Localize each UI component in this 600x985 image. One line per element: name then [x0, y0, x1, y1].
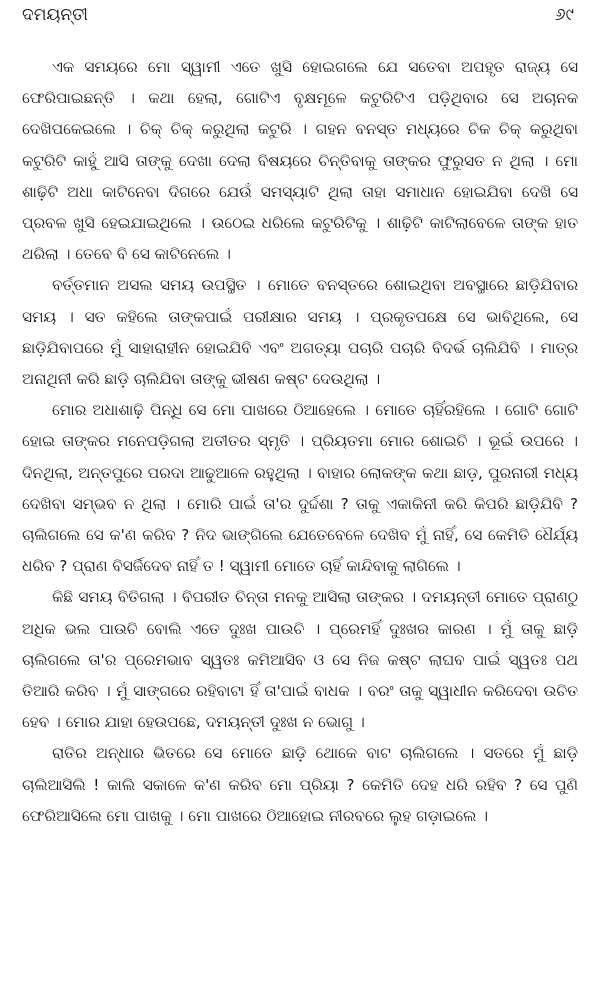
- page-number: ୬୯: [554, 5, 574, 25]
- paragraph: କିଛି ସମୟ ବିତିଗଲା । ବିପରୀତ ଚିନ୍ତା ମନକୁ ଆସିଲା ତାଙ୍କର । ଦମୟନ୍ତୀ ମୋତେ ପ୍ରାଣଠୁ ଅଧିକ ଭଲ ପାଉଚି ବୋଲି ଏତେ ଦୁଃଖ ପାଉଚି । ପ୍ରେମହିଁ ଦୁଃଖର କାରଣ । ମୁଁ ତାକୁ ଛାଡ଼ି ଚାଲିଗଲେ ତା'ର ପ୍ରେମଭାବ ସ୍ୱତଃ କମିଆସିବ ଓ ସେ ନିଜ କଷ୍ଟ ଲାଘବ ପାଇଁ ସ୍ୱତଃ ପଥ ତିଆରି କରିବ । ମୁଁ ସାଙ୍ଗରେ ରହିବାଟା ହିଁ ତା'ପାଇଁ ବାଧକ । ବରଂ ତାକୁ ସ୍ୱାଧୀନ କରିଦେବା ଉଚିତ ହେବ । ମୋର ଯାହା ହେଉପଛେ, ଦମୟନ୍ତୀ ଦୁଃଖ ନ ଭୋଗୁ ।: [22, 588, 578, 732]
- paragraph: ମୋର ଅଧାଶାଢ଼ି ପିନ୍ଧି ସେ ମୋ ପାଖରେ ଠିଆହେଲେ । ମୋତେ ଚାହିଁରହିଲେ । ଗୋଟି ଗୋଟି ହୋଇ ତାଙ୍କର ମନେପଡ଼ିଗଲା ଅତୀତର ସ୍ମୃତି । ପ୍ରିୟତମା ମୋର ଶୋଇଚି । ଭୂଇଁ ଉପରେ । ଦିନଥିଲା, ଅନ୍ତପୁରେ ପରଦା ଆଢୁଆଳେ ରହୁଥିଲା । ବାହାର ଲୋକଙ୍କ କଥା ଛାଡ଼, ପୁରନାରୀ ମଧ୍ୟ ଦେଖିବା ସମ୍ଭବ ନ ଥିଲା । ମୋରି ପାଇଁ ତା'ର ଦୁର୍ଦ୍ଦଶା ? ତାକୁ ଏକାକିନୀ କରି କିପରି ଛାଡ଼ିଯିବି ? ଚାଲିଗଲେ ସେ କ'ଣ କରିବ ? ନିଦ ଭାଙ୍ଗିଲେ ଯେତେବେଳେ ଦେଖିବ ମୁଁ ନାହିଁ, ସେ କେମିତି ଧୈର୍ଯ୍ୟ ଧରିବ ? ପ୍ରାଣ ବିସର୍ଜିଦେବ ନାହିଁ ତ ! ସ୍ୱାମୀ ମୋତେ ଚାହିଁ କାନ୍ଦିବାକୁ ଲାଗିଲେ ।: [22, 401, 578, 576]
- running-header: [22, 4, 578, 34]
- page-body: [22, 52, 578, 832]
- running-title: ଦମୟନ୍ତୀ: [22, 5, 88, 25]
- paragraph: ବର୍ତ୍ତମାନ ଅସଲ ସମୟ ଉପସ୍ଥିତ । ମୋତେ ବନସ୍ତରେ ଶୋଇଥିବା ଅବସ୍ଥାରେ ଛାଡ଼ିଯିବାର ସମୟ । ସତ କହିଲେ ତାଙ୍କପାଇଁ ପରୀକ୍ଷାର ସମୟ । ପ୍ରକୃତପକ୍ଷେ ସେ ଭାବିଥିଲେ, ସେ ଛାଡ଼ିଯିବାପରେ ମୁଁ ସାହାରାହୀନ ହୋଇଯିବି ଏବଂ ଅଗତ୍ୟା ପଚାରି ପଚାରି ବିଦର୍ଭ ଚାଲିଯିବି । ମାତ୍ର ଅନାଥିନୀ କରି ଛାଡ଼ି ଚାଲିଯିବା ତାଙ୍କୁ ଭୀଷଣ କଷ୍ଟ ଦେଉଥିଲା ।: [22, 276, 578, 389]
- paragraph: ଏକ ସମୟରେ ମୋ ସ୍ୱାମୀ ଏତେ ଖୁସି ହୋଇଗଲେ ଯେ ସତେବା ଅପହୃତ ରାଜ୍ୟ ସେ ଫେରିପାଇଛନ୍ତି । କଥା ହେଲା, ଗୋଟିଏ ବୃକ୍ଷମୂଳେ କଟୁରିଟିଏ ପଡ଼ିଥିବାର ସେ ଅଚାନକ ଦେଖିପକେଇଲେ । ଚିକ୍ ଚିକ୍ କରୁଥିଲା କଟୁରି । ଗହନ ବନସ୍ତ ମଧ୍ୟରେ ଚିକ ଚିକ୍ କରୁଥିବା କଟୁରିଟି କାହୁଁ ଆସି ତାଙ୍କୁ ଦେଖା ଦେଲା ବିଷୟରେ ଚିନ୍ତିବାକୁ ତାଙ୍କର ଫୁରୁସତ ନ ଥିଲା । ମୋ ଶାଢ଼ିଟି ଅଧା କାଟିନେବା ଦିଗରେ ଯେଉଁ ସମସ୍ୟାଟି ଥିଲା ତାହା ସମାଧାନ ହୋଇଯିବା ଦେଖି ସେ ପ୍ରବଳ ଖୁସି ହେଇଯାଇଥିଲେ । ଉଠେଇ ଧରିଲେ କଟୁରିଟିକୁ । ଶାଢ଼ିଟି କାଟିଲାବେଳେ ତାଙ୍କ ହାତ ଥରିଲା । ତେବେ ବି ସେ କାଟିନେଲେ ।: [22, 58, 578, 264]
- paragraph: ରାତିର ଅନ୍ଧାର ଭିତରେ ସେ ମୋତେ ଛାଡ଼ି ଥୋକେ ବାଟ ଚାଲିଗଲେ । ସତରେ ମୁଁ ଛାଡ଼ି ଚାଲିଆସିଲି ! କାଲି ସକାଳେ କ'ଣ କରିବ ମୋ ପ୍ରିୟା ? କେମିତି ଦେହ ଧରି ରହିବ ? ସେ ପୁଣି ଫେରିଆସିଲେ ମୋ ପାଖକୁ । ମୋ ପାଖରେ ଠିଆହୋଇ ନୀରବରେ ଲୁହ ଗଡ଼ାଇଲେ ।: [22, 744, 578, 825]
